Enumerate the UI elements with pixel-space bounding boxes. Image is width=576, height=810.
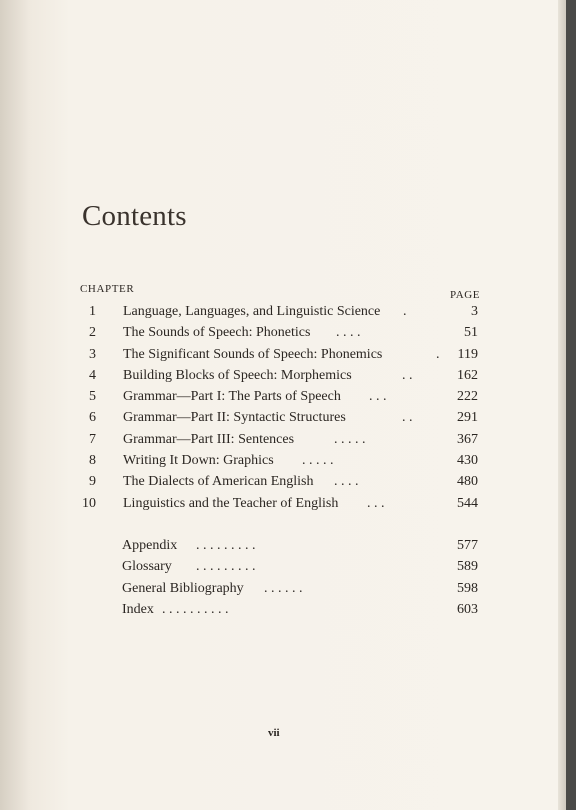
chapter-title: Grammar—Part I: The Parts of Speech bbox=[123, 389, 341, 404]
back-matter-title: Appendix bbox=[122, 538, 178, 553]
chapter-number: 3 bbox=[89, 347, 96, 362]
chapter-title: Building Blocks of Speech: Morphemics bbox=[123, 368, 352, 383]
toc-entry bbox=[0, 408, 566, 428]
chapter-title: The Significant Sounds of Speech: Phonemics bbox=[123, 347, 383, 362]
toc-entry bbox=[0, 430, 566, 450]
dot-leader: . bbox=[436, 347, 440, 362]
toc-entry bbox=[0, 472, 566, 492]
toc-entry bbox=[0, 323, 566, 343]
back-matter-title: General Bibliography bbox=[122, 581, 244, 596]
toc-entry bbox=[0, 366, 566, 386]
page-number: 577 bbox=[457, 538, 478, 553]
chapter-number: 4 bbox=[89, 368, 96, 383]
dot-leader: . . . . . . . . . bbox=[196, 559, 256, 574]
chapter-title: Linguistics and the Teacher of English bbox=[123, 496, 339, 511]
page-title: Contents bbox=[82, 200, 187, 232]
chapter-number: 6 bbox=[89, 410, 96, 425]
page-number: 162 bbox=[457, 368, 478, 383]
chapter-title: Language, Languages, and Linguistic Science bbox=[123, 304, 381, 319]
dot-leader: . . . . bbox=[334, 474, 359, 489]
dot-leader: . . . . . bbox=[302, 453, 334, 468]
dot-leader: . . . bbox=[369, 389, 387, 404]
chapter-number: 7 bbox=[89, 432, 96, 447]
page-number: 589 bbox=[457, 559, 478, 574]
chapter-title: Writing It Down: Graphics bbox=[123, 453, 274, 468]
page-number: 3 bbox=[471, 304, 478, 319]
toc-entry bbox=[0, 387, 566, 407]
chapter-number: 10 bbox=[82, 496, 96, 511]
toc-entry bbox=[0, 451, 566, 471]
page-number: 367 bbox=[457, 432, 478, 447]
toc-entry bbox=[0, 579, 566, 599]
toc-entry bbox=[0, 557, 566, 577]
back-matter-title: Index bbox=[122, 602, 154, 617]
back-matter-title: Glossary bbox=[122, 559, 172, 574]
dot-leader: . . . . . . . . . . bbox=[162, 602, 229, 617]
page-number: 51 bbox=[464, 325, 478, 340]
toc-entry bbox=[0, 494, 566, 514]
chapter-number: 9 bbox=[89, 474, 96, 489]
chapter-title: The Dialects of American English bbox=[123, 474, 314, 489]
folio-page-number: vii bbox=[268, 727, 280, 739]
dot-leader: . . bbox=[402, 410, 413, 425]
dot-leader: . . . . bbox=[336, 325, 361, 340]
dot-leader: . . . . . bbox=[334, 432, 366, 447]
dot-leader: . . . bbox=[367, 496, 385, 511]
toc-entry bbox=[0, 600, 566, 620]
chapter-number: 5 bbox=[89, 389, 96, 404]
page-number: 598 bbox=[457, 581, 478, 596]
page-number: 119 bbox=[457, 347, 478, 362]
dot-leader: . . bbox=[402, 368, 413, 383]
dot-leader: . . . . . . bbox=[264, 581, 303, 596]
dot-leader: . bbox=[403, 304, 407, 319]
chapter-number: 8 bbox=[89, 453, 96, 468]
chapter-column-header: CHAPTER bbox=[80, 283, 135, 295]
page-number: 480 bbox=[457, 474, 478, 489]
page-number: 544 bbox=[457, 496, 478, 511]
page-number: 222 bbox=[457, 389, 478, 404]
toc-entry bbox=[0, 302, 566, 322]
page-number: 430 bbox=[457, 453, 478, 468]
chapter-number: 1 bbox=[89, 304, 96, 319]
chapter-title: Grammar—Part II: Syntactic Structures bbox=[123, 410, 346, 425]
dot-leader: . . . . . . . . . bbox=[196, 538, 256, 553]
chapter-title: Grammar—Part III: Sentences bbox=[123, 432, 295, 447]
page-number: 291 bbox=[457, 410, 478, 425]
page-column-header: PAGE bbox=[450, 289, 481, 301]
chapter-number: 2 bbox=[89, 325, 96, 340]
page-number: 603 bbox=[457, 602, 478, 617]
chapter-title: The Sounds of Speech: Phonetics bbox=[123, 325, 311, 340]
toc-entry bbox=[0, 536, 566, 556]
toc-entry bbox=[0, 345, 566, 365]
